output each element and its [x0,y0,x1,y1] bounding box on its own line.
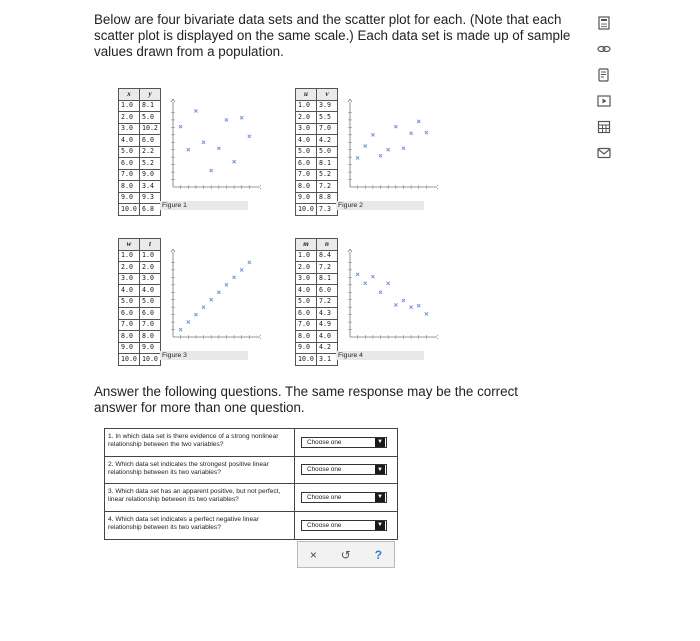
scatter-point [364,144,367,147]
table-cell-x: 10.0 [296,354,317,366]
table-cell-y: 1.0 [140,250,161,262]
table-cell-y: 6.0 [317,285,338,297]
scatter-plot-3 [165,249,261,345]
question-text: 4. Which data set indicates a perfect negative linear relationship between its two variables? [105,512,295,540]
table-row [296,342,338,354]
table-cell-x: 9.0 [296,192,317,204]
table-cell-y: 5.5 [317,112,338,124]
table-cell-y: 3.4 [140,181,161,193]
scatter-point [409,132,412,135]
table-row [119,192,161,204]
table-cell-x: 8.0 [119,181,140,193]
table-row [119,319,161,331]
y-axis-arrow [171,249,175,252]
table-row [296,192,338,204]
scatter-point [402,299,405,302]
answer-action-bar [297,541,395,568]
scatter-plot-1 [165,99,261,195]
side-toolbar [596,16,616,172]
table-cell-y: 7.0 [317,123,338,135]
table-cell-x: 4.0 [296,285,317,297]
select-label: Choose one [307,493,342,501]
x-axis-arrow [437,185,438,189]
table-row [296,319,338,331]
table-cell-x: 6.0 [296,158,317,170]
scatter-point [240,116,243,119]
figure-caption-2: Figure 2 [336,201,424,210]
table-cell-y: 8.1 [140,100,161,112]
table-cell-x: 9.0 [119,342,140,354]
select-label: Choose one [307,521,342,529]
table-row [119,331,161,343]
table-cell-y: 2.0 [140,262,161,274]
scatter-point [417,304,420,307]
scatter-point [194,109,197,112]
scatter-point [356,273,359,276]
video-icon[interactable] [596,94,612,108]
table-cell-y: 4.2 [317,135,338,147]
table-row [296,296,338,308]
table-row [119,342,161,354]
table-cell-y: 5.2 [140,158,161,170]
table-cell-x: 3.0 [296,123,317,135]
scatter-point [356,156,359,159]
table-cell-y: 9.3 [140,192,161,204]
table-row [296,308,338,320]
table-cell-x: 10.0 [119,354,140,366]
scatter-point [387,148,390,151]
table-cell-x: 1.0 [119,250,140,262]
table-cell-x: 2.0 [119,112,140,124]
question-row-3 [105,484,397,512]
table-cell-y: 7.0 [140,319,161,331]
table-cell-y: 10.0 [140,354,161,366]
answer-select-3[interactable] [301,492,387,503]
dropdown-arrow-icon: ▼ [375,521,385,530]
table-cell-x: 3.0 [296,273,317,285]
question-text: 3. Which data set has an apparent positive, but not perfect, linear relationship between its two variables? [105,484,295,511]
table-header-n: n [317,239,338,251]
table-header-w: w [119,239,140,251]
table-cell-y: 6.0 [140,308,161,320]
dataset-4 [295,238,338,366]
table-cell-y: 4.0 [317,331,338,343]
scatter-point [425,131,428,134]
table-header-u: u [296,89,317,101]
scatter-point [202,306,205,309]
table-cell-x: 6.0 [119,158,140,170]
scatter-point [179,328,182,331]
dropdown-arrow-icon: ▼ [375,438,385,447]
scatter-point [394,125,397,128]
table-cell-y: 6.8 [140,204,161,216]
table-cell-x: 9.0 [296,342,317,354]
table-cell-x: 7.0 [296,319,317,331]
table-cell-x: 5.0 [296,146,317,158]
table-cell-y: 8.0 [140,331,161,343]
table-cell-y: 3.9 [317,100,338,112]
select-label: Choose one [307,466,342,474]
scatter-point [187,148,190,151]
table-row [296,112,338,124]
answer-select-2[interactable] [301,464,387,475]
scatter-point [248,261,251,264]
table-row [119,296,161,308]
table-cell-x: 4.0 [119,135,140,147]
table-cell-y: 5.0 [140,112,161,124]
figure-caption-1: Figure 1 [160,201,248,210]
table-row [119,308,161,320]
table-row [296,331,338,343]
answer-select-1[interactable] [301,437,387,448]
table-cell-x: 7.0 [119,169,140,181]
question-row-4 [105,512,397,540]
table-cell-x: 7.0 [296,169,317,181]
table-cell-x: 6.0 [296,308,317,320]
table-header-v: v [317,89,338,101]
table-cell-y: 9.0 [140,342,161,354]
table-cell-y: 8.1 [317,158,338,170]
table-cell-x: 8.0 [296,331,317,343]
table-header-y: y [140,89,161,101]
calculator-icon[interactable] [596,16,612,30]
table-cell-x: 4.0 [119,285,140,297]
scatter-point [394,303,397,306]
table-cell-x: 3.0 [119,123,140,135]
y-axis-arrow [171,99,175,102]
scatter-point [225,283,228,286]
table-row [296,354,338,366]
undo-button[interactable]: ↺ [340,547,351,562]
notes-icon[interactable] [596,68,612,82]
table-row [296,262,338,274]
table-cell-x: 1.0 [119,100,140,112]
table-cell-x: 9.0 [119,192,140,204]
y-axis-arrow [348,99,352,102]
help-button[interactable]: ? [374,547,383,562]
table-row [119,123,161,135]
table-cell-x: 10.0 [119,204,140,216]
table-cell-y: 7.2 [317,262,338,274]
table-row [119,354,161,366]
dropdown-arrow-icon: ▼ [375,493,385,502]
question-text: 1. In which data set is there evidence of a strong nonlinear relationship between the two variables? [105,429,295,456]
select-label: Choose one [307,438,342,446]
table-cell-y: 5.2 [317,169,338,181]
table-row [296,158,338,170]
question-text: 2. Which data set indicates the strongest positive linear relationship between its two variables? [105,457,295,484]
table-row [119,169,161,181]
table-row [296,146,338,158]
scatter-point [425,312,428,315]
scatter-point [387,282,390,285]
table-row [119,204,161,216]
table-row [296,135,338,147]
x-axis-arrow [437,335,438,339]
figure-caption-4: Figure 4 [336,351,424,360]
scatter-point [202,141,205,144]
table-cell-y: 5.0 [140,296,161,308]
table-row [296,181,338,193]
scatter-point [179,125,182,128]
answer-select-4[interactable] [301,520,387,531]
table-cell-y: 4.3 [317,308,338,320]
table-row [119,273,161,285]
question-row-2 [105,457,397,485]
table-row [296,273,338,285]
link-icon[interactable] [596,42,612,56]
table-cell-y: 3.1 [317,354,338,366]
table-row [119,262,161,274]
table-row [119,146,161,158]
table-header-x: x [119,89,140,101]
table-cell-y: 7.2 [317,181,338,193]
dropdown-arrow-icon: ▼ [375,465,385,474]
table-row [296,169,338,181]
scatter-point [194,313,197,316]
table-row [119,181,161,193]
table-row [296,250,338,262]
data-table-4 [295,238,338,366]
data-table-3 [118,238,161,366]
table-cell-x: 1.0 [296,100,317,112]
table-row [119,135,161,147]
table-row [119,250,161,262]
table-cell-y: 8.1 [317,273,338,285]
dataset-3 [118,238,161,366]
table-row [296,123,338,135]
table-cell-y: 4.2 [317,342,338,354]
scatter-point [371,133,374,136]
table-cell-x: 7.0 [119,319,140,331]
table-cell-x: 5.0 [119,146,140,158]
table-cell-x: 1.0 [296,250,317,262]
table-cell-y: 8.4 [317,250,338,262]
table-cell-x: 4.0 [296,135,317,147]
data-table-2 [295,88,338,216]
scatter-point [232,160,235,163]
table-cell-x: 10.0 [296,204,317,216]
table-cell-x: 6.0 [119,308,140,320]
table-row [296,204,338,216]
table-cell-y: 7.2 [317,296,338,308]
scatter-point [240,268,243,271]
dataset-2 [295,88,338,216]
question-row-1 [105,429,397,457]
scatter-point [210,169,213,172]
table-cell-y: 4.9 [317,319,338,331]
scatter-point [364,282,367,285]
dataset-1 [118,88,161,216]
scatter-point [409,306,412,309]
scatter-point [371,275,374,278]
scatter-point [232,276,235,279]
scatter-point [379,154,382,157]
y-axis-arrow [348,249,352,252]
mail-icon[interactable] [596,146,612,160]
table-cell-y: 3.0 [140,273,161,285]
table-cell-x: 2.0 [296,262,317,274]
table-cell-y: 4.0 [140,285,161,297]
intro-text: Below are four bivariate data sets and the scatter plot for each. (Note that each scatter plot is displayed on the same scale.) Each data set is made up of sample values drawn from a population. [94,12,571,59]
table-cell-y: 8.8 [317,192,338,204]
scatter-point [225,118,228,121]
table-row [119,112,161,124]
table-header-t: t [140,239,161,251]
scatter-point [402,147,405,150]
answer-instructions: Answer the following questions. The same response may be the correct answer for more than one question. [94,384,519,415]
scatter-plot-4 [342,249,438,345]
scatter-point [217,147,220,150]
table-row [119,285,161,297]
table-cell-x: 3.0 [119,273,140,285]
figure-caption-3: Figure 3 [160,351,248,360]
clear-button[interactable]: × [309,547,317,562]
table-cell-x: 2.0 [296,112,317,124]
scatter-point [217,291,220,294]
table-cell-y: 6.0 [140,135,161,147]
scatter-point [417,120,420,123]
table-cell-y: 9.0 [140,169,161,181]
table-row [296,100,338,112]
scatter-point [248,135,251,138]
table-row [296,285,338,297]
scatter-point [379,291,382,294]
scatter-plot-2 [342,99,438,195]
table-header-m: m [296,239,317,251]
table-cell-x: 2.0 [119,262,140,274]
table-cell-x: 5.0 [119,296,140,308]
x-axis-arrow [260,335,261,339]
table-row [119,158,161,170]
scatter-point [210,298,213,301]
table-cell-y: 10.2 [140,123,161,135]
questions-table [104,428,398,540]
table-icon[interactable] [596,120,612,134]
table-cell-x: 8.0 [296,181,317,193]
table-cell-y: 7.3 [317,204,338,216]
table-cell-y: 5.0 [317,146,338,158]
table-row [119,100,161,112]
scatter-point [187,320,190,323]
table-cell-y: 2.2 [140,146,161,158]
data-table-1 [118,88,161,216]
x-axis-arrow [260,185,261,189]
table-cell-x: 5.0 [296,296,317,308]
table-cell-x: 8.0 [119,331,140,343]
